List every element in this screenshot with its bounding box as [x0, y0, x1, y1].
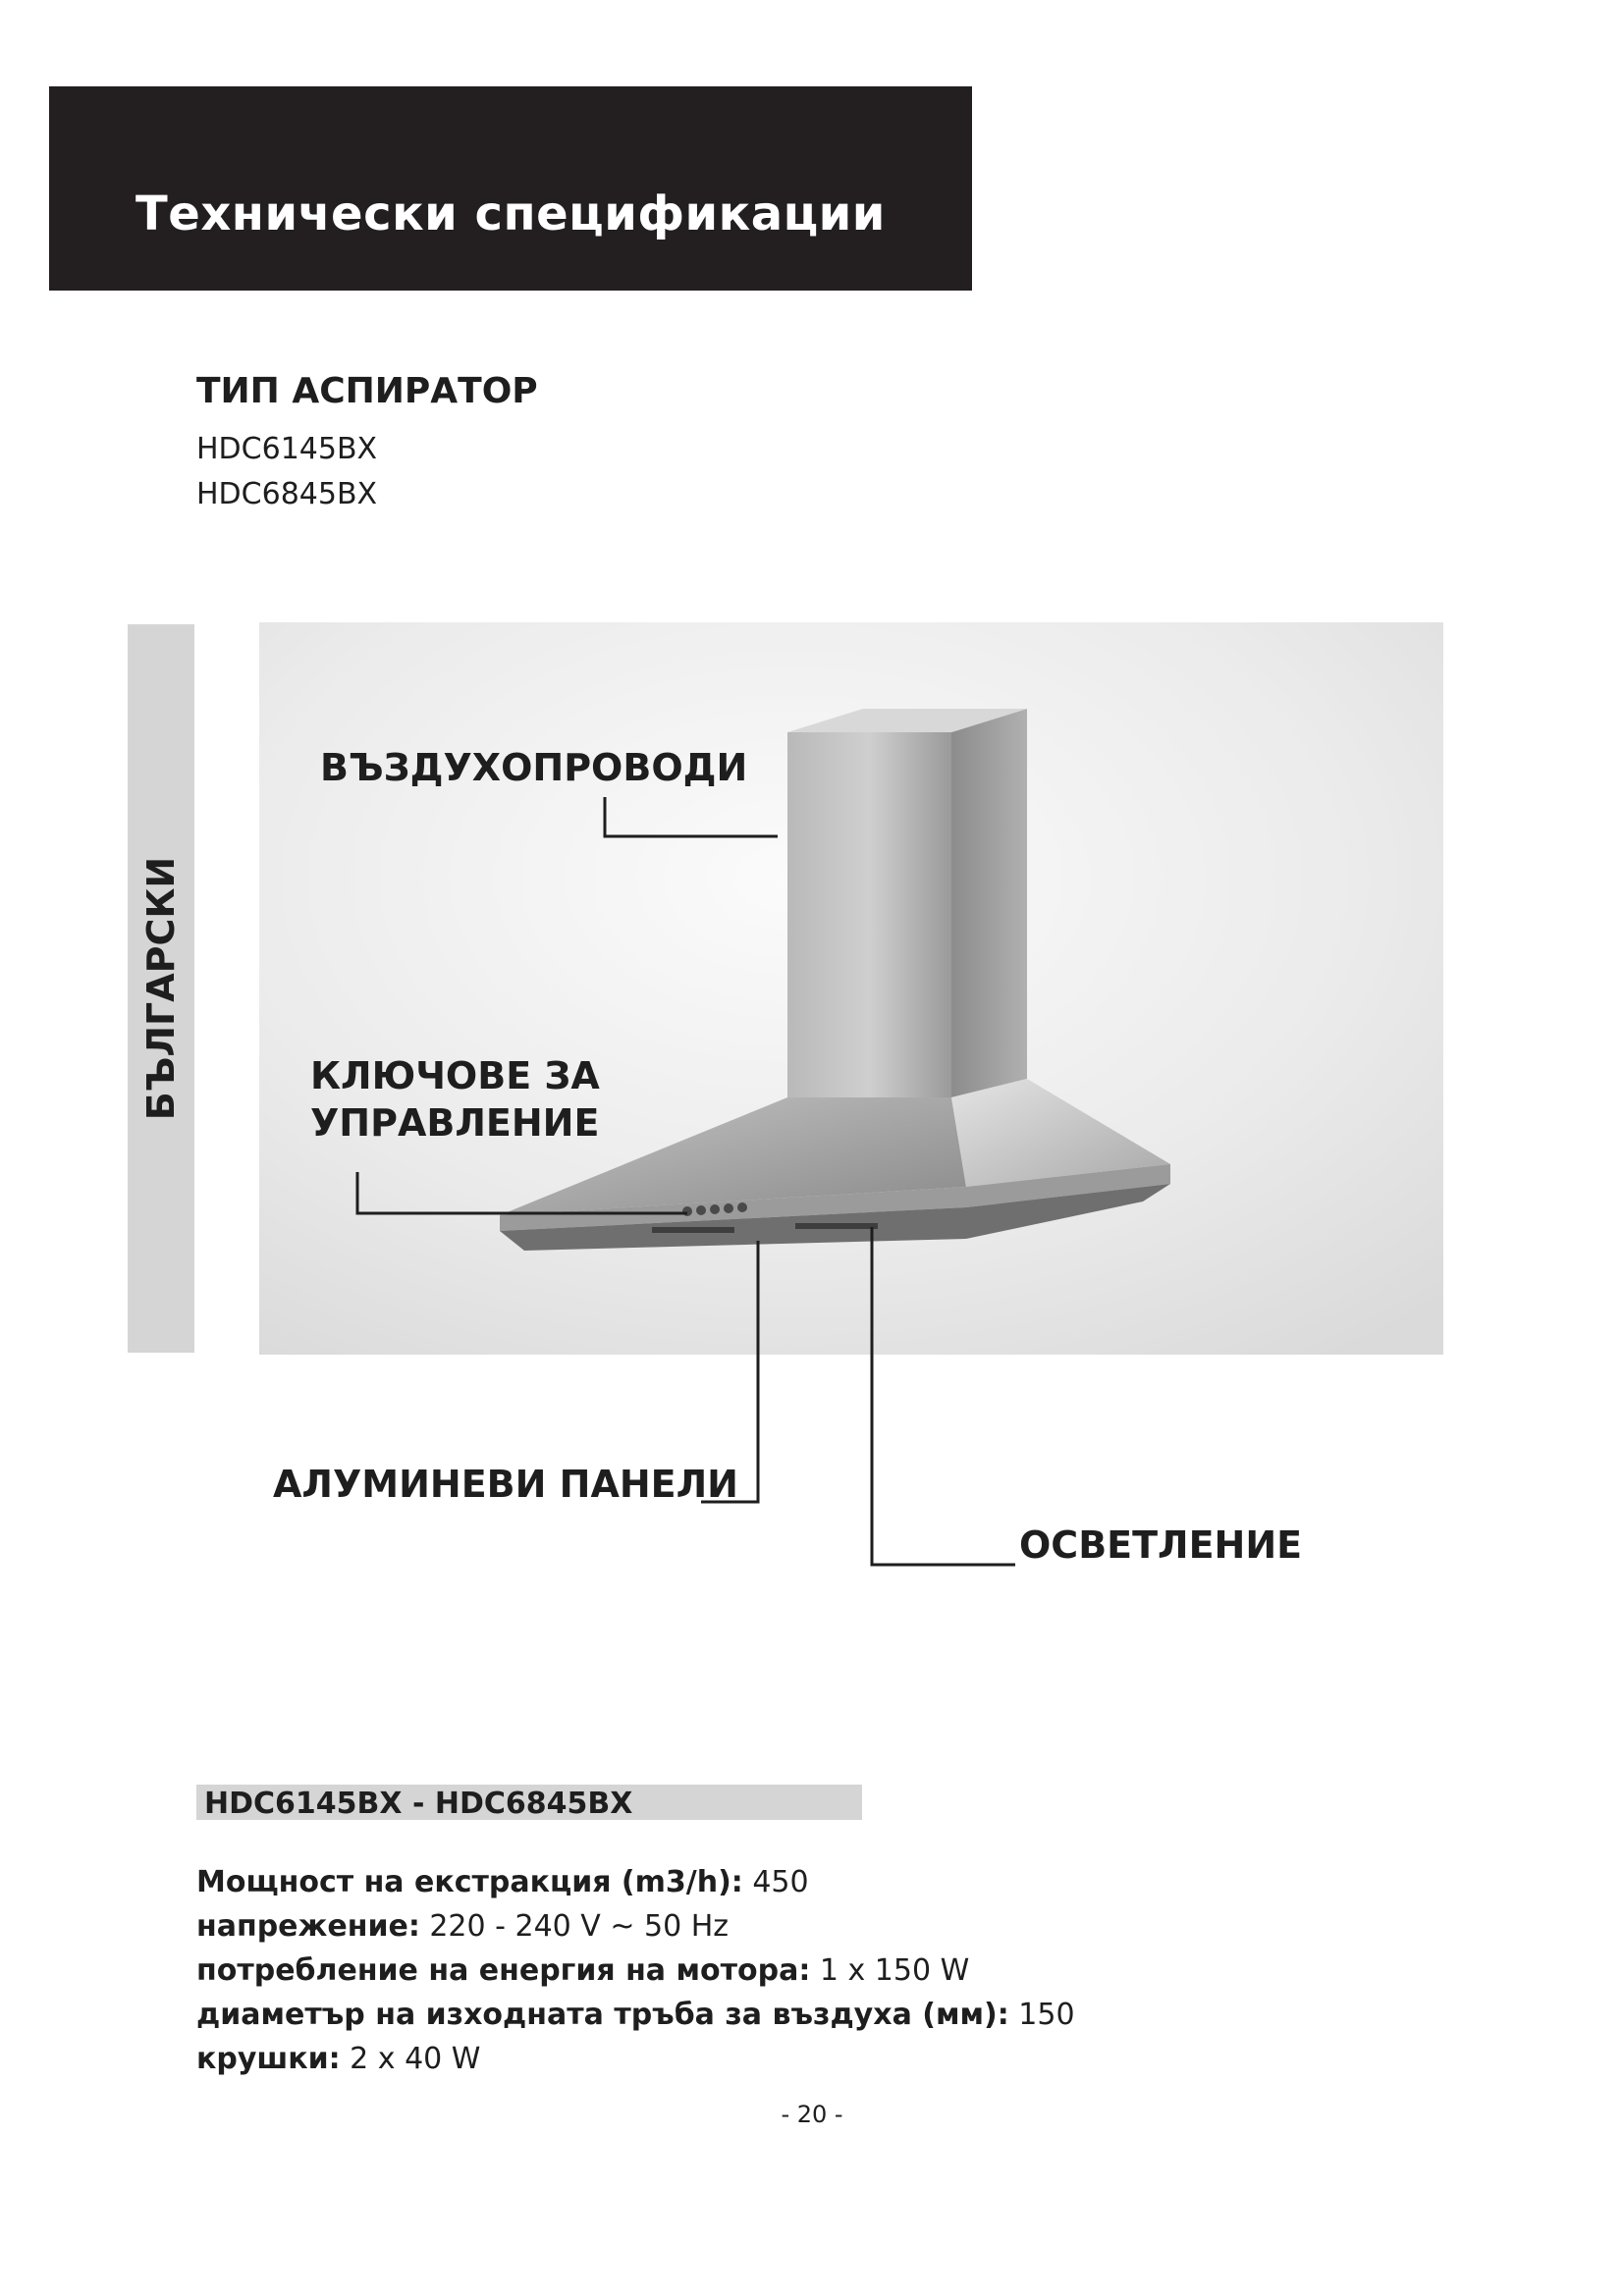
page-number: - 20 -: [781, 2101, 843, 2128]
spec-label: крушки:: [196, 2042, 341, 2076]
spec-header-bar: [196, 1785, 862, 1820]
spec-value: 220 - 240 V ~ 50 Hz: [419, 1909, 730, 1944]
spec-label: потребление на енергия на мотора:: [196, 1953, 811, 1988]
spec-label: напрежение:: [196, 1909, 420, 1944]
header-banner: [49, 86, 972, 291]
type-heading: ТИП АСПИРАТОР: [196, 371, 538, 411]
language-tab: [128, 624, 194, 1353]
spec-row: [196, 1953, 969, 1988]
spec-label: диаметър на изходната тръба за въздуха (мм):: [196, 1998, 1009, 2032]
spec-row: [196, 1909, 729, 1944]
language-tab-label: БЪЛГАРСКИ: [139, 856, 183, 1121]
callout-lighting: ОСВЕТЛЕНИЕ: [1019, 1523, 1303, 1567]
callout-filters: АЛУМИНЕВИ ПАНЕЛИ: [273, 1463, 738, 1506]
spec-value: 150: [1008, 1998, 1075, 2032]
model-number: HDC6145BX: [196, 432, 378, 466]
product-image: [259, 622, 1443, 1355]
callout-controls: [310, 1052, 600, 1147]
callout-controls-line: КЛЮЧОВЕ ЗА: [310, 1054, 600, 1097]
callout-controls-line: УПРАВЛЕНИЕ: [310, 1101, 600, 1145]
spec-value: 2 x 40 W: [340, 2042, 481, 2076]
spec-header-text: HDC6145BX - HDC6845BX: [204, 1787, 633, 1821]
spec-label: Мощност на екстракция (m3/h):: [196, 1865, 743, 1899]
callout-ducts: ВЪЗДУХОПРОВОДИ: [320, 746, 748, 789]
spec-row: [196, 2042, 480, 2076]
page-title: Технически спецификации: [135, 187, 886, 241]
spec-value: 1 x 150 W: [810, 1953, 970, 1988]
spec-row: [196, 1865, 809, 1899]
model-number: HDC6845BX: [196, 477, 378, 511]
spec-value: 450: [742, 1865, 809, 1899]
spec-row: [196, 1998, 1075, 2032]
